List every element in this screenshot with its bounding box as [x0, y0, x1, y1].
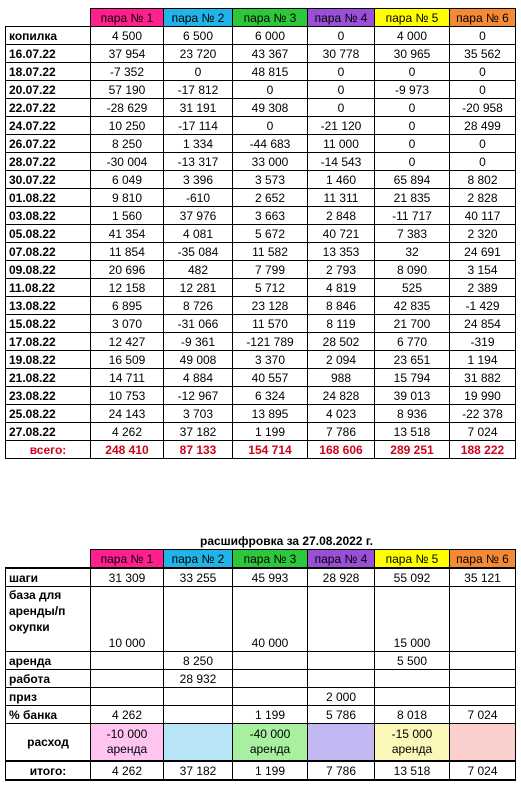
table-row — [6, 243, 516, 261]
value-cell: 7 383 — [375, 225, 450, 243]
value-cell: -7 352 — [91, 63, 164, 81]
row-label: 13.08.22 — [6, 297, 91, 315]
value-cell: -11 717 — [375, 207, 450, 225]
value-cell: 28 932 — [164, 670, 233, 688]
table-row — [6, 261, 516, 279]
pair-header: пара № 2 — [164, 550, 233, 569]
value-cell: 43 367 — [233, 45, 308, 63]
value-cell: 13 895 — [233, 405, 308, 423]
value-cell: 11 570 — [233, 315, 308, 333]
table-row — [6, 315, 516, 333]
value-cell: 4 262 — [91, 423, 164, 441]
pair-header: пара № 1 — [91, 550, 164, 569]
expense-note: аренда — [106, 742, 148, 756]
base-label-line: окупки — [9, 620, 50, 634]
value-cell: 14 711 — [91, 369, 164, 387]
value-cell: 37 954 — [91, 45, 164, 63]
total-value: 87 133 — [164, 441, 233, 459]
row-label: 25.08.22 — [6, 405, 91, 423]
value-cell: 4 262 — [91, 706, 164, 724]
value-cell: 3 663 — [233, 207, 308, 225]
total-label: всего: — [6, 441, 91, 459]
expense-label: расход — [6, 724, 91, 762]
value-cell: -17 812 — [164, 81, 233, 99]
value-cell — [91, 688, 164, 706]
value-cell: 24 143 — [91, 405, 164, 423]
value-cell: 3 396 — [164, 171, 233, 189]
rent-row — [6, 652, 516, 670]
value-cell: -1 429 — [450, 297, 516, 315]
value-cell: 19 990 — [450, 387, 516, 405]
value-cell: 49 008 — [164, 351, 233, 369]
value-cell: 0 — [308, 81, 375, 99]
table-row — [6, 27, 516, 45]
value-cell: 13 518 — [375, 423, 450, 441]
value-cell: 10 250 — [91, 117, 164, 135]
value-cell: -31 066 — [164, 315, 233, 333]
value-cell: 28 499 — [450, 117, 516, 135]
table-row — [6, 279, 516, 297]
breakdown-caption: расшифровка за 27.08.2022 г. — [200, 534, 373, 548]
pair-header: пара № 1 — [91, 9, 164, 27]
value-cell: 9 810 — [91, 189, 164, 207]
value-cell: 35 562 — [450, 45, 516, 63]
value-cell: 40 000 — [233, 587, 308, 652]
table-row — [6, 99, 516, 117]
value-cell: 0 — [375, 117, 450, 135]
value-cell: -22 378 — [450, 405, 516, 423]
value-cell: 28 928 — [308, 568, 375, 587]
value-cell: 3 070 — [91, 315, 164, 333]
steps-row — [6, 568, 516, 587]
value-cell: 3 154 — [450, 261, 516, 279]
value-cell: 1 460 — [308, 171, 375, 189]
value-cell: -319 — [450, 333, 516, 351]
row-label: 28.07.22 — [6, 153, 91, 171]
pair-header: пара № 4 — [308, 9, 375, 27]
value-cell: 2 828 — [450, 189, 516, 207]
total-value: 168 606 — [308, 441, 375, 459]
row-label: 24.07.22 — [6, 117, 91, 135]
value-cell: -17 114 — [164, 117, 233, 135]
total-value: 154 714 — [233, 441, 308, 459]
row-label: 07.08.22 — [6, 243, 91, 261]
value-cell: 10 753 — [91, 387, 164, 405]
breakdown-table — [5, 549, 516, 781]
table-row — [6, 207, 516, 225]
row-label: 18.07.22 — [6, 63, 91, 81]
value-cell: 11 000 — [308, 135, 375, 153]
pair-header: пара № 6 — [450, 550, 516, 569]
value-cell: 1 199 — [233, 761, 308, 780]
row-label: 11.08.22 — [6, 279, 91, 297]
value-cell: 0 — [450, 81, 516, 99]
value-cell: 4 819 — [308, 279, 375, 297]
work-row-label: работа — [6, 670, 91, 688]
value-cell: 3 370 — [233, 351, 308, 369]
expense-cell — [91, 724, 164, 762]
value-cell: 2 094 — [308, 351, 375, 369]
value-cell — [375, 670, 450, 688]
table-row — [6, 117, 516, 135]
table-row — [6, 189, 516, 207]
value-cell: 5 712 — [233, 279, 308, 297]
value-cell: -9 361 — [164, 333, 233, 351]
table-row — [6, 423, 516, 441]
table-row — [6, 387, 516, 405]
value-cell: 6 895 — [91, 297, 164, 315]
value-cell: 35 121 — [450, 568, 516, 587]
value-cell: 21 700 — [375, 315, 450, 333]
prize-row — [6, 688, 516, 706]
pair-header: пара № 6 — [450, 9, 516, 27]
row-label: 09.08.22 — [6, 261, 91, 279]
value-cell: 8 846 — [308, 297, 375, 315]
value-cell: 7 024 — [450, 423, 516, 441]
value-cell: -121 789 — [233, 333, 308, 351]
steps-row-label: шаги — [6, 568, 91, 587]
value-cell: 4 884 — [164, 369, 233, 387]
value-cell: 5 500 — [375, 652, 450, 670]
value-cell: 4 500 — [91, 27, 164, 45]
header-row — [6, 9, 516, 27]
value-cell: 8 090 — [375, 261, 450, 279]
value-cell: 15 794 — [375, 369, 450, 387]
value-cell: 40 117 — [450, 207, 516, 225]
value-cell: 15 000 — [375, 587, 450, 652]
value-cell: 13 353 — [308, 243, 375, 261]
value-cell — [164, 706, 233, 724]
value-cell: 40 721 — [308, 225, 375, 243]
value-cell: 6 049 — [91, 171, 164, 189]
value-cell: 7 786 — [308, 761, 375, 780]
value-cell: 4 081 — [164, 225, 233, 243]
value-cell: 33 000 — [233, 153, 308, 171]
value-cell: 28 502 — [308, 333, 375, 351]
value-cell — [308, 587, 375, 652]
value-cell — [450, 688, 516, 706]
value-cell — [233, 670, 308, 688]
value-cell: 20 696 — [91, 261, 164, 279]
value-cell: 24 854 — [450, 315, 516, 333]
value-cell: 6 324 — [233, 387, 308, 405]
value-cell — [450, 587, 516, 652]
result-row-label: итого: — [6, 761, 91, 780]
base-label-line: аренды/п — [9, 604, 66, 618]
expense-amount: -15 000 — [391, 727, 433, 741]
value-cell: 4 000 — [375, 27, 450, 45]
value-cell: 1 334 — [164, 135, 233, 153]
value-cell: 30 965 — [375, 45, 450, 63]
table-row — [6, 135, 516, 153]
value-cell: 0 — [308, 63, 375, 81]
expense-cell — [164, 724, 233, 762]
value-cell: 37 976 — [164, 207, 233, 225]
value-cell: 16 509 — [91, 351, 164, 369]
value-cell: -30 004 — [91, 153, 164, 171]
value-cell — [308, 652, 375, 670]
rent-row-label: аренда — [6, 652, 91, 670]
row-label: 16.07.22 — [6, 45, 91, 63]
bank-row-label: % банка — [6, 706, 91, 724]
value-cell: 30 778 — [308, 45, 375, 63]
expense-cell — [450, 724, 516, 762]
value-cell: 2 000 — [308, 688, 375, 706]
total-value: 188 222 — [450, 441, 516, 459]
row-label: 17.08.22 — [6, 333, 91, 351]
value-cell: -9 973 — [375, 81, 450, 99]
value-cell: 1 194 — [450, 351, 516, 369]
value-cell: 8 250 — [164, 652, 233, 670]
value-cell: 33 255 — [164, 568, 233, 587]
pair-header: пара № 3 — [233, 550, 308, 569]
value-cell — [91, 652, 164, 670]
value-cell: -21 120 — [308, 117, 375, 135]
value-cell: 6 000 — [233, 27, 308, 45]
value-cell: 0 — [233, 81, 308, 99]
value-cell: 988 — [308, 369, 375, 387]
value-cell: 10 000 — [91, 587, 164, 652]
row-label: 23.08.22 — [6, 387, 91, 405]
value-cell: 2 652 — [233, 189, 308, 207]
pair-header: пара № 5 — [375, 9, 450, 27]
bank-row — [6, 706, 516, 724]
header-row — [6, 550, 516, 569]
value-cell — [164, 587, 233, 652]
total-value: 289 251 — [375, 441, 450, 459]
value-cell: 2 793 — [308, 261, 375, 279]
value-cell: 48 815 — [233, 63, 308, 81]
value-cell: 2 320 — [450, 225, 516, 243]
value-cell: 8 726 — [164, 297, 233, 315]
value-cell: 3 573 — [233, 171, 308, 189]
value-cell: -35 084 — [164, 243, 233, 261]
table-row — [6, 405, 516, 423]
header-corner — [6, 550, 91, 569]
value-cell — [308, 670, 375, 688]
expense-note: аренда — [391, 742, 433, 756]
row-label: 26.07.22 — [6, 135, 91, 153]
value-cell: 31 191 — [164, 99, 233, 117]
row-label: 19.08.22 — [6, 351, 91, 369]
expense-note: аренда — [249, 742, 291, 756]
base-label — [6, 587, 91, 652]
value-cell: 7 786 — [308, 423, 375, 441]
prize-row-label: приз — [6, 688, 91, 706]
value-cell: 0 — [308, 99, 375, 117]
value-cell — [91, 670, 164, 688]
work-row — [6, 670, 516, 688]
value-cell — [450, 670, 516, 688]
value-cell: 0 — [450, 27, 516, 45]
value-cell: 0 — [308, 27, 375, 45]
value-cell: 12 158 — [91, 279, 164, 297]
expense-cell — [233, 724, 308, 762]
value-cell: 45 993 — [233, 568, 308, 587]
value-cell — [375, 688, 450, 706]
row-label: 01.08.22 — [6, 189, 91, 207]
value-cell: 8 119 — [308, 315, 375, 333]
table-row — [6, 351, 516, 369]
value-cell: 24 828 — [308, 387, 375, 405]
value-cell: 0 — [450, 153, 516, 171]
value-cell: 8 802 — [450, 171, 516, 189]
value-cell: 8 250 — [91, 135, 164, 153]
value-cell: 37 182 — [164, 423, 233, 441]
value-cell: 0 — [233, 117, 308, 135]
value-cell: 0 — [375, 135, 450, 153]
value-cell: 8 018 — [375, 706, 450, 724]
value-cell: 0 — [450, 135, 516, 153]
value-cell: 11 311 — [308, 189, 375, 207]
value-cell: 8 936 — [375, 405, 450, 423]
pair-header: пара № 5 — [375, 550, 450, 569]
value-cell: 6 500 — [164, 27, 233, 45]
expense-amount: -10 000 — [106, 727, 148, 741]
value-cell: -12 967 — [164, 387, 233, 405]
row-label: 30.07.22 — [6, 171, 91, 189]
value-cell: -20 958 — [450, 99, 516, 117]
value-cell: 0 — [375, 153, 450, 171]
value-cell: 7 799 — [233, 261, 308, 279]
base-row — [6, 587, 516, 652]
value-cell: 55 092 — [375, 568, 450, 587]
table-row — [6, 333, 516, 351]
value-cell: 21 835 — [375, 189, 450, 207]
expense-row — [6, 724, 516, 762]
value-cell: 482 — [164, 261, 233, 279]
pair-header: пара № 2 — [164, 9, 233, 27]
value-cell: 12 427 — [91, 333, 164, 351]
table-row — [6, 153, 516, 171]
table-row — [6, 171, 516, 189]
table-row — [6, 297, 516, 315]
value-cell: 0 — [375, 63, 450, 81]
value-cell — [164, 688, 233, 706]
value-cell: 57 190 — [91, 81, 164, 99]
result-row — [6, 761, 516, 780]
value-cell: 4 262 — [91, 761, 164, 780]
value-cell: 39 013 — [375, 387, 450, 405]
value-cell: 1 560 — [91, 207, 164, 225]
value-cell — [233, 652, 308, 670]
row-label: 22.07.22 — [6, 99, 91, 117]
value-cell: 1 199 — [233, 706, 308, 724]
table-row — [6, 225, 516, 243]
value-cell: -610 — [164, 189, 233, 207]
value-cell: 5 672 — [233, 225, 308, 243]
value-cell: 32 — [375, 243, 450, 261]
results-table — [5, 8, 516, 459]
value-cell: 2 848 — [308, 207, 375, 225]
value-cell: 23 651 — [375, 351, 450, 369]
value-cell: 7 024 — [450, 706, 516, 724]
value-cell: 65 894 — [375, 171, 450, 189]
value-cell: 41 354 — [91, 225, 164, 243]
value-cell: -13 317 — [164, 153, 233, 171]
value-cell: 49 308 — [233, 99, 308, 117]
total-row — [6, 441, 516, 459]
table-row — [6, 45, 516, 63]
base-label-line: база для — [9, 588, 62, 602]
value-cell: 3 703 — [164, 405, 233, 423]
expense-cell — [375, 724, 450, 762]
pair-header: пара № 4 — [308, 550, 375, 569]
row-label: 15.08.22 — [6, 315, 91, 333]
value-cell: 4 023 — [308, 405, 375, 423]
row-label: 21.08.22 — [6, 369, 91, 387]
value-cell: 5 786 — [308, 706, 375, 724]
row-label: 05.08.22 — [6, 225, 91, 243]
row-label: 03.08.22 — [6, 207, 91, 225]
value-cell: 23 720 — [164, 45, 233, 63]
value-cell: 0 — [375, 99, 450, 117]
value-cell: 1 199 — [233, 423, 308, 441]
pair-header: пара № 3 — [233, 9, 308, 27]
value-cell: 11 582 — [233, 243, 308, 261]
value-cell: 42 835 — [375, 297, 450, 315]
row-label: 20.07.22 — [6, 81, 91, 99]
value-cell: 0 — [450, 63, 516, 81]
value-cell: 525 — [375, 279, 450, 297]
value-cell: -28 629 — [91, 99, 164, 117]
value-cell: 31 309 — [91, 568, 164, 587]
row-label: 27.08.22 — [6, 423, 91, 441]
value-cell: 2 389 — [450, 279, 516, 297]
value-cell: 24 691 — [450, 243, 516, 261]
value-cell — [450, 652, 516, 670]
total-value: 248 410 — [91, 441, 164, 459]
value-cell: 12 281 — [164, 279, 233, 297]
value-cell — [233, 688, 308, 706]
table-row — [6, 81, 516, 99]
value-cell: 31 882 — [450, 369, 516, 387]
expense-cell — [308, 724, 375, 762]
value-cell: 6 770 — [375, 333, 450, 351]
table-row — [6, 63, 516, 81]
row-label: копилка — [6, 27, 91, 45]
value-cell: -44 683 — [233, 135, 308, 153]
value-cell: 7 024 — [450, 761, 516, 780]
value-cell: 23 128 — [233, 297, 308, 315]
table-row — [6, 369, 516, 387]
value-cell: 13 518 — [375, 761, 450, 780]
expense-amount: -40 000 — [249, 727, 291, 741]
value-cell: 40 557 — [233, 369, 308, 387]
header-corner — [6, 9, 91, 27]
value-cell: -14 543 — [308, 153, 375, 171]
value-cell: 0 — [164, 63, 233, 81]
value-cell: 37 182 — [164, 761, 233, 780]
value-cell: 11 854 — [91, 243, 164, 261]
